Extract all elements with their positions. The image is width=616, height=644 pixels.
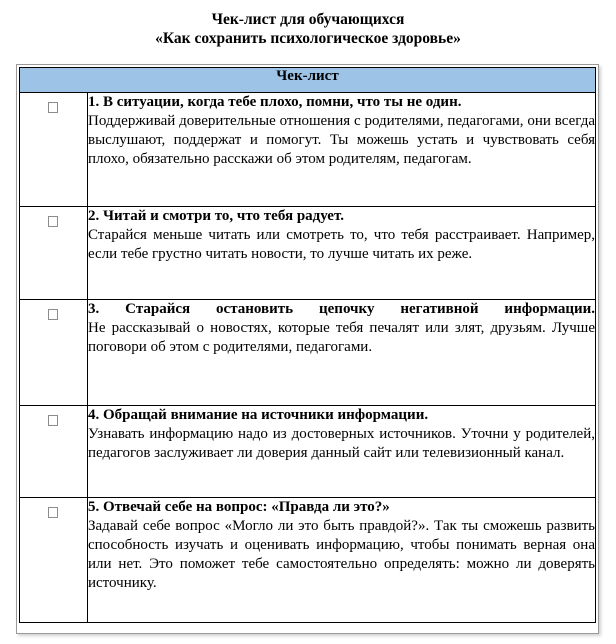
title-line-2: «Как сохранить психологическое здоровье» xyxy=(155,30,461,47)
item-title: 5. Отвечай себе на вопрос: «Правда ли это?» xyxy=(88,499,390,515)
checkbox-cell xyxy=(20,207,88,300)
item-body: Поддерживай доверительные отношения с родителями, педагогами, они всегда выслушают, поддержат и помогут. Ты можешь устать и чувствовать себя плохо, обязательно расскажи об этом родителям, педагогам. xyxy=(88,113,595,167)
item-text-cell xyxy=(88,300,596,406)
item-body: Задавай себе вопрос «Могло ли это быть правдой?». Так ты сможешь развить способность изучать и оценивать информацию, чтобы понимать верная она или нет. Это поможет тебе самостоятельно определять: можно ли доверять источнику. xyxy=(88,518,595,591)
checkbox-cell xyxy=(20,498,88,623)
item-body: Старайся меньше читать или смотреть то, что тебя расстраивает. Например, если тебе грустно читать новости, то лучше читать их реже. xyxy=(88,227,595,262)
item-text-cell xyxy=(88,207,596,300)
checkbox-cell xyxy=(20,300,88,406)
item-text-cell xyxy=(88,498,596,623)
item-body: Не рассказывай о новостях, которые тебя печалят или злят, друзьям. Лучше поговори об этом с родителями, педагогами. xyxy=(88,320,595,355)
checkbox-icon[interactable] xyxy=(48,309,58,320)
checklist-item xyxy=(20,207,596,300)
checkbox-cell xyxy=(20,93,88,207)
document-title xyxy=(0,10,616,48)
checklist-header-row xyxy=(20,68,596,93)
item-body: Узнавать информацию надо из достоверных источников. Уточни у родителей, педагогов заслуживает ли доверия данный сайт или телевизионный канал. xyxy=(88,426,595,461)
checklist-item xyxy=(20,300,596,406)
item-title: 1. В ситуации, когда тебе плохо, помни, что ты не один. xyxy=(88,94,462,110)
checkbox-icon[interactable] xyxy=(48,415,58,426)
checkbox-icon[interactable] xyxy=(48,102,58,113)
checkbox-icon[interactable] xyxy=(48,216,58,227)
checkbox-icon[interactable] xyxy=(48,507,58,518)
title-line-1: Чек-лист для обучающихся xyxy=(211,11,405,28)
item-title: 4. Обращай внимание на источники информации. xyxy=(88,407,429,423)
item-text-cell xyxy=(88,93,596,207)
item-title: 3. Старайся остановить цепочку негативной информации. xyxy=(88,301,595,317)
checklist-frame xyxy=(16,64,599,634)
checklist-item xyxy=(20,93,596,207)
checklist-item xyxy=(20,406,596,498)
checklist-heading: Чек-лист xyxy=(20,68,596,93)
checkbox-cell xyxy=(20,406,88,498)
item-title: 2. Читай и смотри то, что тебя радует. xyxy=(88,208,344,224)
checklist-item xyxy=(20,498,596,623)
checklist-table xyxy=(19,67,596,623)
item-text-cell xyxy=(88,406,596,498)
